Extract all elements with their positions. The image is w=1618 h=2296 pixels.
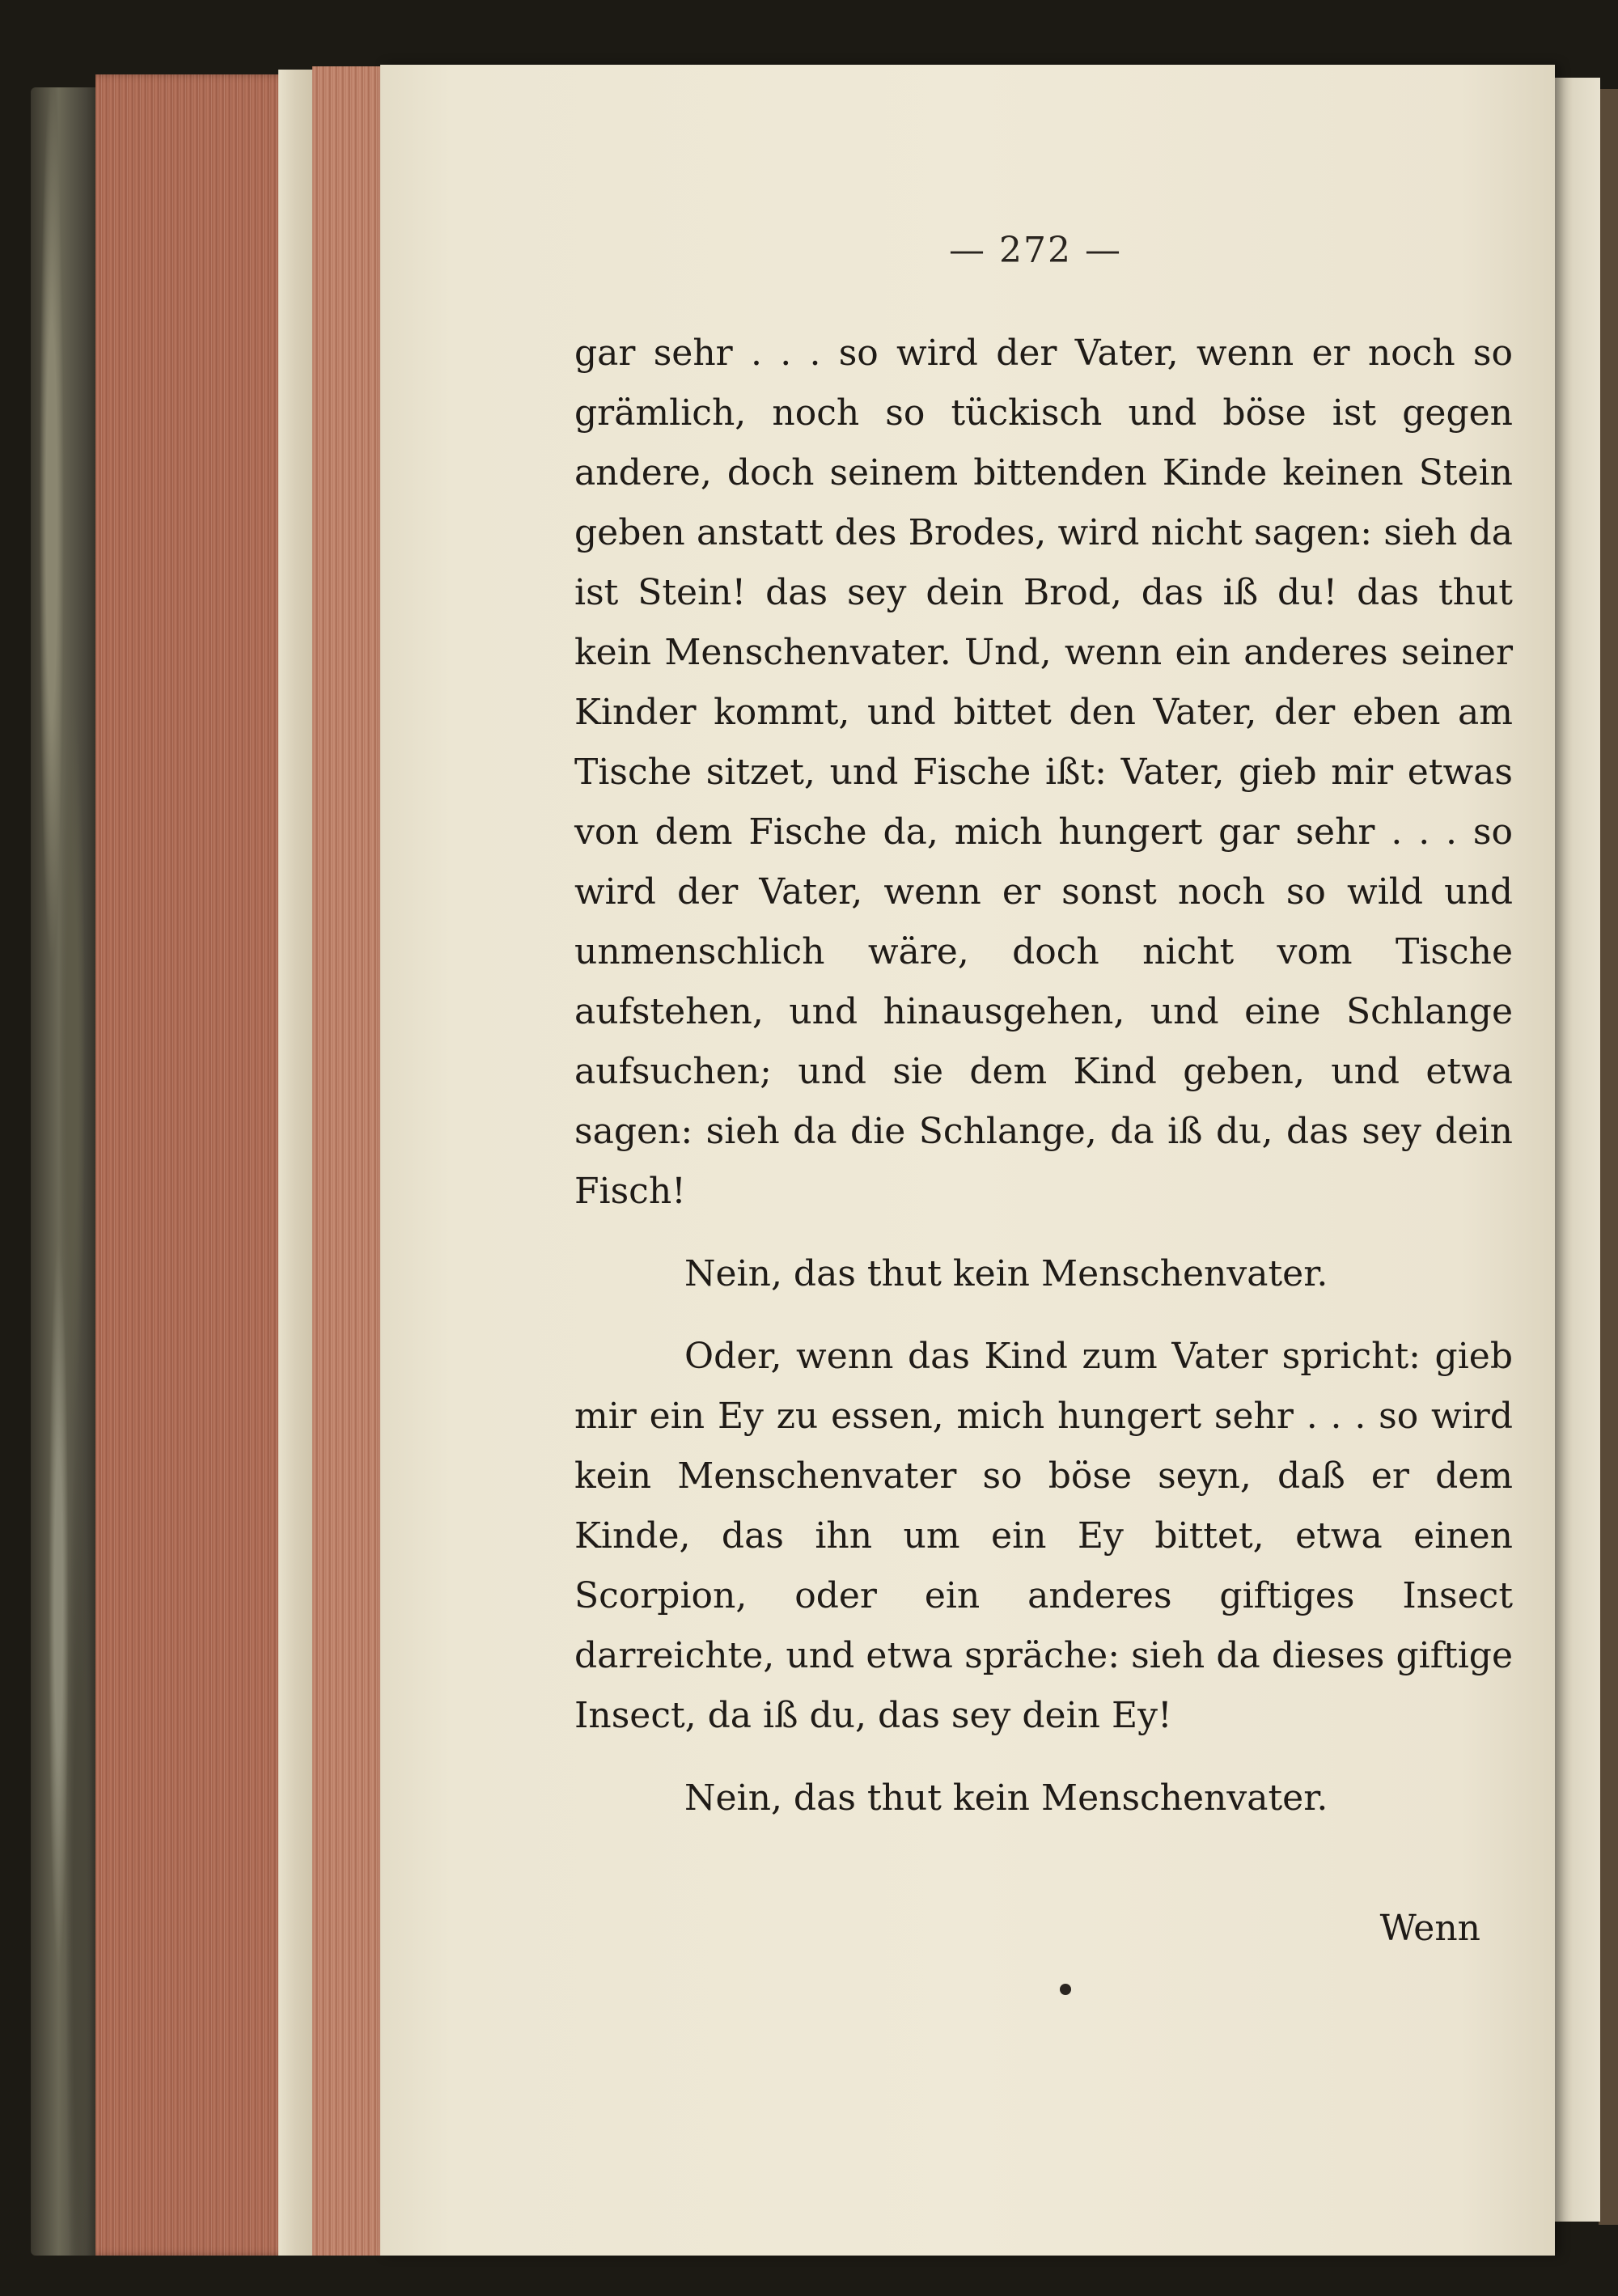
book-cover-right bbox=[1599, 89, 1618, 2225]
page-edges-inner bbox=[312, 66, 380, 2256]
printer-dot-mark bbox=[1060, 1984, 1071, 1995]
page-edges-left bbox=[95, 74, 296, 2256]
body-text bbox=[574, 324, 1513, 1828]
paragraph-2: Nein, das thut kein Menschenvater. bbox=[684, 1253, 1328, 1294]
page-number: — 272 — bbox=[949, 230, 1122, 271]
paragraph-4: Nein, das thut kein Menschenvater. bbox=[684, 1777, 1328, 1819]
book-cover-left bbox=[31, 87, 100, 2256]
page-edges-gap bbox=[278, 70, 312, 2256]
facing-page-edge bbox=[1555, 78, 1600, 2222]
catchword: Wenn bbox=[1379, 1908, 1480, 1949]
paragraph-1: gar sehr . . . so wird der Vater, wenn er noch so grämlich, noch so tückisch und böse ist gegen andere, doch seinem bittenden Kinde keinen Stein geben anstatt des Brodes, wird nicht sagen: sieh da ist Stein! das sey dein Brod, das iß du! das thut kein Menschenvater. Und, wenn ein anderes seiner Kinder kommt, und bittet den Vater, der eben am Tische sitzet, und Fische ißt: Vater, gieb mir etwas von dem Fische da, mich hungert gar sehr . . . so wird der Vater, wenn er sonst noch so wild und unmenschlich wäre, doch nicht vom Tische aufstehen, und hinausgehen, und eine Schlange aufsuchen; und sie dem Kind geben, und etwa sagen: sieh da die Schlange, da iß du, das sey dein Fisch! bbox=[574, 333, 1513, 1212]
paragraph-3: Oder, wenn das Kind zum Vater spricht: gieb mir ein Ey zu essen, mich hungert sehr . . . so wird kein Menschenvater so böse seyn, daß er dem Kinde, das ihn um ein Ey bittet, etwa einen Scorpion, oder ein anderes giftiges Insect darreichte, und etwa spräche: sieh da dieses giftige Insect, da iß du, das sey dein Ey! bbox=[574, 1336, 1513, 1736]
